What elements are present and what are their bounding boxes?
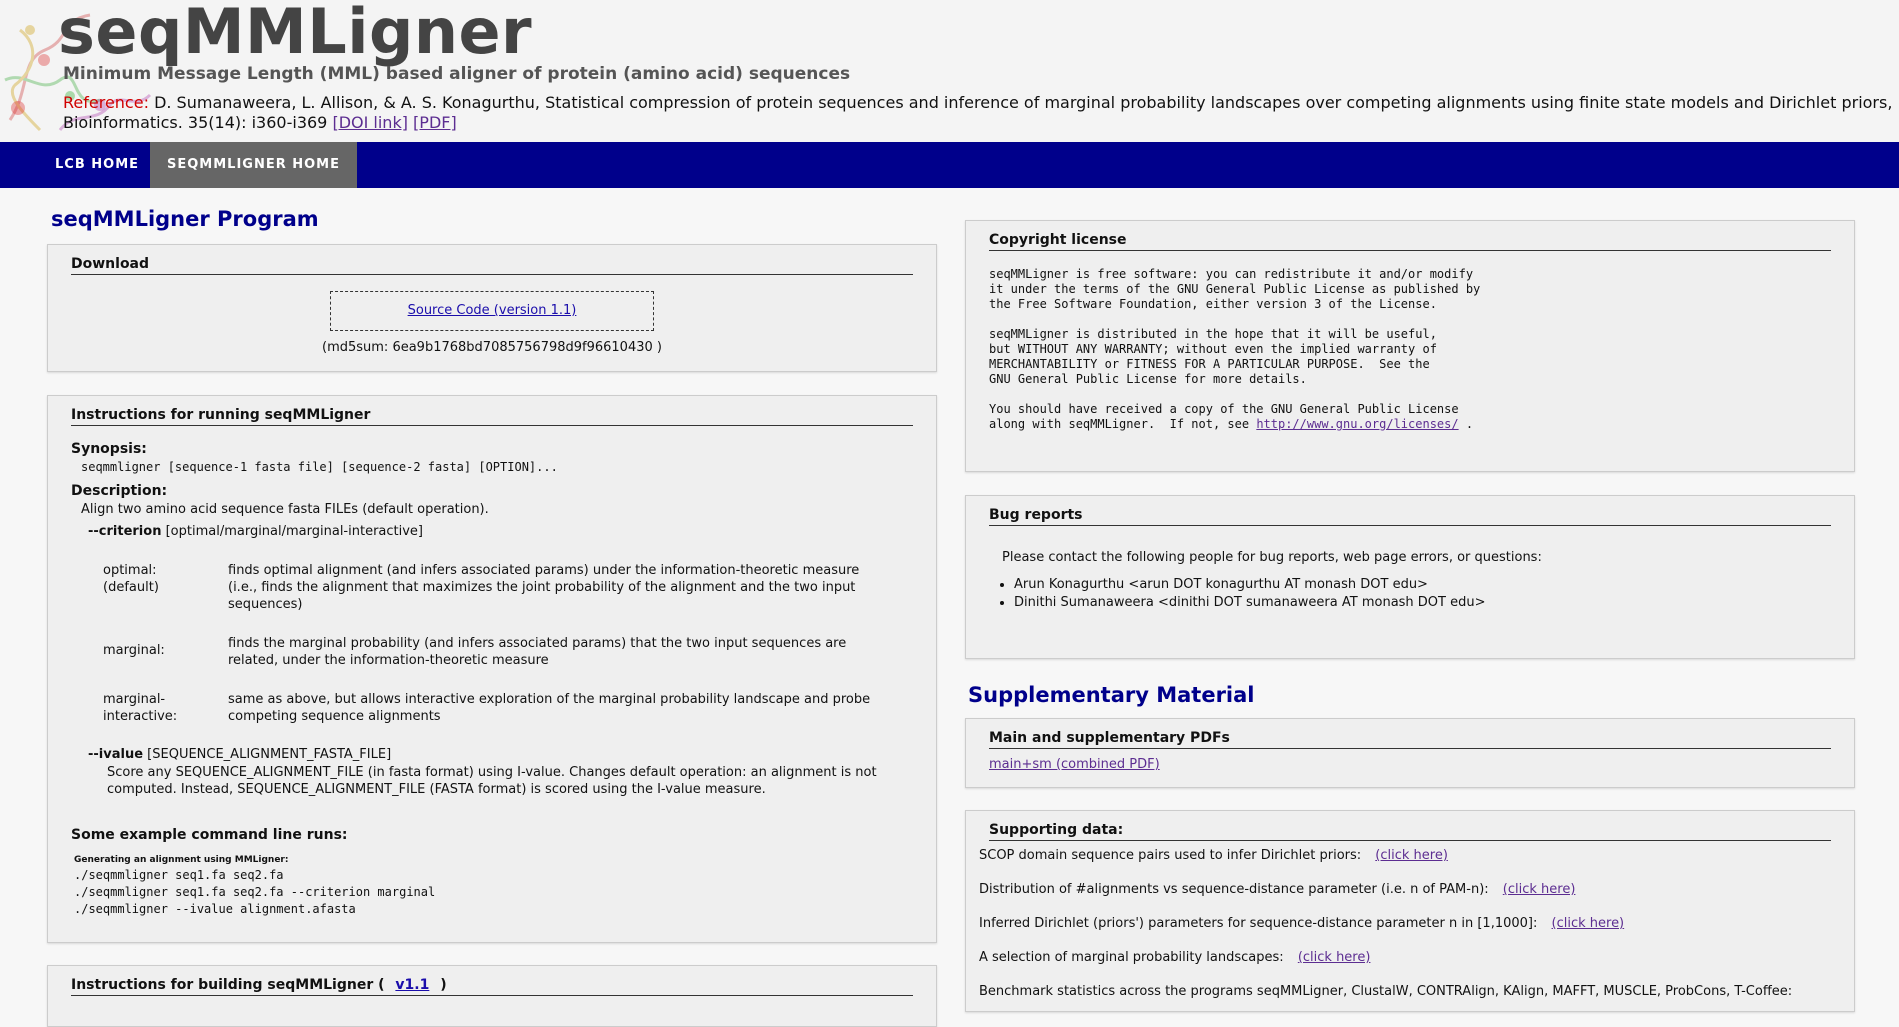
md5sum: (md5sum: 6ea9b1768bd7085756798d9f96610430 ) xyxy=(322,340,662,355)
bug-contacts-list xyxy=(992,576,1486,612)
synopsis-command: seqmmligner [sequence-1 fasta file] [sequence-2 fasta] [OPTION]... xyxy=(81,460,558,474)
option-marginal-name: marginal: xyxy=(103,643,165,658)
pdfs-panel xyxy=(965,718,1855,788)
option-optimal-desc: finds optimal alignment (and infers associated params) under the information-theoretic measure (i.e., finds the alignment that maximizes the joint probability of the alignment and the two input sequences) xyxy=(228,563,860,612)
instructions-title: Instructions for running seqMMLigner xyxy=(71,407,913,426)
building-title-text: Instructions for building seqMMLigner ( xyxy=(71,977,385,993)
supporting-row xyxy=(979,848,1448,863)
contact-konagurthu: • Arun Konagurthu <arun DOT konagurthu AT monash DOT edu> xyxy=(1014,576,1486,594)
option-marginal-interactive-desc: same as above, but allows interactive exploration of the marginal probability landscape and probe competing sequence alignments xyxy=(228,692,871,724)
download-title: Download xyxy=(71,256,913,275)
option-optimal-label: optimal: xyxy=(103,563,157,578)
copyright-body: seqMMLigner is free software: you can redistribute it and/or modify it under the terms of the GNU General Public License as published by the Free Software Foundation, either version 3 of the License. seqMMLigner is distributed in the hope that it will be useful, but WITHOUT ANY WARRANTY; without even the implied warranty of MERCHANTABILITY or FITNESS FOR A PARTICULAR PURPOSE. See the GNU General Public License for more details. You should have received a copy of the GNU General Public License along with seqMMLigner. If not, see xyxy=(989,267,1481,431)
landscapes-link[interactable]: (click here) xyxy=(1297,950,1371,965)
examples-label: Some example command line runs: xyxy=(71,827,348,843)
synopsis-label: Synopsis: xyxy=(71,441,147,457)
instructions-panel xyxy=(47,395,937,943)
examples-code: ./seqmmligner seq1.fa seq2.fa ./seqmmligner seq1.fa seq2.fa --criterion marginal ./seqmmligner --ivalue alignment.afasta xyxy=(74,868,436,916)
gnu-licenses-link[interactable]: http://www.gnu.org/licenses/ xyxy=(1256,417,1459,431)
nav-lcb-home[interactable]: LCB HOME xyxy=(55,157,140,172)
criterion-flag: --criterion xyxy=(88,524,162,539)
nav-seqmmligner-home[interactable]: SEQMMLIGNER HOME xyxy=(150,142,357,188)
option-mi-label-2: interactive: xyxy=(103,709,178,724)
supporting-row-text: Inferred Dirichlet (priors') parameters for sequence-distance parameter n in [1,1000]: xyxy=(979,916,1538,931)
description-label: Description: xyxy=(71,483,168,499)
option-marginal-interactive-name xyxy=(103,691,177,725)
doi-link[interactable]: [DOI link] xyxy=(332,113,408,132)
dirichlet-params-link[interactable]: (click here) xyxy=(1551,916,1625,931)
supplementary-heading: Supplementary Material xyxy=(968,683,1255,707)
alignments-distribution-link[interactable]: (click here) xyxy=(1502,882,1576,897)
supporting-row-text: SCOP domain sequence pairs used to infer Dirichlet priors: xyxy=(979,848,1362,863)
ivalue-args: [SEQUENCE_ALIGNMENT_FASTA_FILE] xyxy=(147,747,392,762)
option-mi-label-1: marginal- xyxy=(103,692,166,707)
ivalue-flag: --ivalue xyxy=(88,747,144,762)
site-header xyxy=(0,0,1899,142)
site-subtitle: Minimum Message Length (MML) based aligner of protein (amino acid) sequences xyxy=(63,64,851,84)
ivalue-option xyxy=(88,747,391,762)
bug-reports-intro: Please contact the following people for bug reports, web page errors, or questions: xyxy=(1002,550,1542,565)
supporting-data-title: Supporting data: xyxy=(989,822,1831,841)
bug-reports-panel xyxy=(965,495,1855,659)
reference xyxy=(63,93,1899,133)
main-nav xyxy=(0,142,1899,188)
supporting-row xyxy=(979,882,1575,897)
site-title: seqMMLigner xyxy=(58,0,533,68)
option-marginal-desc: finds the marginal probability (and infers associated params) that the two input sequences are related, under the information-theoretic measure xyxy=(228,636,847,668)
supporting-row xyxy=(979,950,1370,965)
supporting-row xyxy=(979,916,1624,931)
reference-label: Reference: xyxy=(63,93,149,112)
copyright-title: Copyright license xyxy=(989,232,1831,251)
criterion-option xyxy=(88,524,423,539)
option-optimal-default: (default) xyxy=(103,580,159,595)
reference-journal: Bioinformatics. 35(14): i360-i369 xyxy=(63,113,328,132)
contact-sumanaweera: • Dinithi Sumanaweera <dinithi DOT sumanaweera AT monash DOT edu> xyxy=(1014,594,1486,612)
building-title-close: ) xyxy=(440,977,447,993)
pdfs-title: Main and supplementary PDFs xyxy=(989,730,1831,749)
combined-pdf-link[interactable]: main+sm (combined PDF) xyxy=(989,757,1160,772)
supporting-row-text: A selection of marginal probability landscapes: xyxy=(979,950,1284,965)
program-heading: seqMMLigner Program xyxy=(51,207,319,231)
reference-text: D. Sumanaweera, L. Allison, & A. S. Konagurthu, Statistical compression of protein sequences and inference of marginal probability landscapes over competing alignments using finite state models and Dirichlet priors, xyxy=(154,93,1893,112)
bug-reports-title: Bug reports xyxy=(989,507,1831,526)
supporting-data-panel xyxy=(965,810,1855,1012)
source-code-link[interactable]: Source Code (version 1.1) xyxy=(407,303,577,318)
examples-caption: Generating an alignment using MMLigner: xyxy=(74,855,289,865)
supporting-row-text: Benchmark statistics across the programs seqMMLigner, ClustalW, CONTRAlign, KAlign, MAFFT, MUSCLE, ProbCons, T-Coffee: xyxy=(979,984,1793,999)
pdf-link[interactable]: [PDF] xyxy=(413,113,457,132)
download-panel xyxy=(47,244,937,372)
version-link[interactable]: v1.1 xyxy=(395,977,430,993)
criterion-args: [optimal/marginal/marginal-interactive] xyxy=(165,524,424,539)
download-box xyxy=(330,291,654,331)
option-optimal-name xyxy=(103,562,159,596)
supporting-row xyxy=(979,984,1792,999)
scop-pairs-link[interactable]: (click here) xyxy=(1375,848,1448,863)
ivalue-description: Score any SEQUENCE_ALIGNMENT_FILE (in fasta format) using I-value. Changes default operation: an alignment is not computed. Instead, SEQUENCE_ALIGNMENT_FILE (FASTA format) is scored using the I-value measure. xyxy=(107,765,877,797)
description-text: Align two amino acid sequence fasta FILEs (default operation). xyxy=(81,502,489,517)
copyright-panel xyxy=(965,220,1855,472)
copyright-tail: . xyxy=(1458,417,1474,431)
building-title xyxy=(71,977,913,996)
supporting-row-text: Distribution of #alignments vs sequence-distance parameter (i.e. n of PAM-n): xyxy=(979,882,1489,897)
building-panel xyxy=(47,965,937,1027)
copyright-text xyxy=(989,267,1480,432)
